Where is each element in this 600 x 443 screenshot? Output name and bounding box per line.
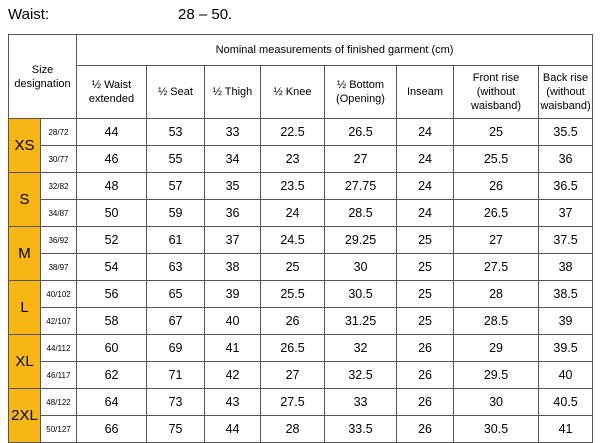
measurement-cell: 44	[205, 416, 261, 443]
measurement-cell: 23.5	[261, 173, 325, 200]
table-row	[9, 416, 593, 443]
measurement-cell: 33	[205, 119, 261, 146]
measurement-cell: 64	[77, 389, 147, 416]
measurement-cell: 24	[261, 200, 325, 227]
measurement-cell: 26	[397, 416, 454, 443]
measurement-cell: 26	[397, 335, 454, 362]
measurement-cell: 37	[205, 227, 261, 254]
size-label: L	[9, 281, 41, 335]
measurement-cell: 25	[397, 227, 454, 254]
table-row	[9, 389, 593, 416]
table-row	[9, 362, 593, 389]
measurement-cell: 26.5	[454, 200, 539, 227]
measurement-cell: 30	[325, 254, 397, 281]
size-designation-header: Size designation	[9, 35, 77, 119]
measurement-cell: 52	[77, 227, 147, 254]
size-code: 48/122	[41, 389, 77, 416]
measurement-cell: 29	[454, 335, 539, 362]
measurement-cell: 24	[397, 173, 454, 200]
measurement-cell: 73	[147, 389, 205, 416]
measurement-cell: 30.5	[454, 416, 539, 443]
size-label: XL	[9, 335, 41, 389]
measurement-cell: 26.5	[325, 119, 397, 146]
measurement-cell: 36	[539, 146, 593, 173]
measurement-cell: 29.25	[325, 227, 397, 254]
column-header: ½ Knee	[261, 66, 325, 119]
size-code: 30/77	[41, 146, 77, 173]
measurement-cell: 38.5	[539, 281, 593, 308]
measurement-cell: 38	[205, 254, 261, 281]
measurement-cell: 32	[325, 335, 397, 362]
measurement-cell: 41	[539, 416, 593, 443]
size-code: 46/117	[41, 362, 77, 389]
size-label: 2XL	[9, 389, 41, 443]
size-code: 36/92	[41, 227, 77, 254]
measurement-cell: 39	[539, 308, 593, 335]
size-chart-body	[9, 119, 593, 443]
measurement-cell: 57	[147, 173, 205, 200]
measurement-cell: 67	[147, 308, 205, 335]
measurement-cell: 28.5	[454, 308, 539, 335]
size-code: 50/127	[41, 416, 77, 443]
measurement-cell: 26	[397, 389, 454, 416]
measurement-cell: 27	[325, 146, 397, 173]
measurement-cell: 26.5	[261, 335, 325, 362]
measurement-cell: 30.5	[325, 281, 397, 308]
measurement-cell: 22.5	[261, 119, 325, 146]
measurement-cell: 27	[454, 227, 539, 254]
size-code: 42/107	[41, 308, 77, 335]
measurement-cell: 56	[77, 281, 147, 308]
measurement-cell: 25	[397, 254, 454, 281]
nominal-measurements-header: Nominal measurements of finished garment (cm)	[77, 35, 593, 66]
column-header: ½ Seat	[147, 66, 205, 119]
measurement-cell: 24.5	[261, 227, 325, 254]
measurement-cell: 61	[147, 227, 205, 254]
table-row	[9, 254, 593, 281]
measurement-cell: 27.75	[325, 173, 397, 200]
table-row	[9, 281, 593, 308]
measurement-cell: 43	[205, 389, 261, 416]
size-chart-table	[8, 34, 593, 443]
measurement-cell: 27	[261, 362, 325, 389]
column-header: ½ Thigh	[205, 66, 261, 119]
measurement-cell: 27.5	[454, 254, 539, 281]
column-header-row	[9, 66, 593, 119]
size-label: M	[9, 227, 41, 281]
table-row	[9, 146, 593, 173]
measurement-cell: 41	[205, 335, 261, 362]
measurement-cell: 39.5	[539, 335, 593, 362]
measurement-cell: 42	[205, 362, 261, 389]
size-code: 38/97	[41, 254, 77, 281]
measurement-cell: 27.5	[261, 389, 325, 416]
measurement-cell: 38	[539, 254, 593, 281]
measurement-cell: 35.5	[539, 119, 593, 146]
measurement-cell: 26	[261, 308, 325, 335]
waist-label: Waist:	[8, 6, 50, 23]
measurement-cell: 53	[147, 119, 205, 146]
measurement-cell: 28	[261, 416, 325, 443]
measurement-cell: 24	[397, 119, 454, 146]
measurement-cell: 40.5	[539, 389, 593, 416]
measurement-cell: 63	[147, 254, 205, 281]
measurement-cell: 71	[147, 362, 205, 389]
size-code: 44/112	[41, 335, 77, 362]
waist-range-value: 28 – 50.	[178, 6, 233, 23]
measurement-cell: 37	[539, 200, 593, 227]
size-label: S	[9, 173, 41, 227]
size-code: 28/72	[41, 119, 77, 146]
table-row	[9, 119, 593, 146]
measurement-cell: 34	[205, 146, 261, 173]
measurement-cell: 36.5	[539, 173, 593, 200]
measurement-cell: 62	[77, 362, 147, 389]
table-row	[9, 227, 593, 254]
measurement-cell: 35	[205, 173, 261, 200]
size-label: XS	[9, 119, 41, 173]
size-code: 34/87	[41, 200, 77, 227]
measurement-cell: 69	[147, 335, 205, 362]
measurement-cell: 25	[454, 119, 539, 146]
measurement-cell: 24	[397, 146, 454, 173]
size-code: 32/82	[41, 173, 77, 200]
table-row	[9, 335, 593, 362]
measurement-cell: 36	[205, 200, 261, 227]
measurement-cell: 25.5	[261, 281, 325, 308]
measurement-cell: 25.5	[454, 146, 539, 173]
measurement-cell: 28	[454, 281, 539, 308]
measurement-cell: 58	[77, 308, 147, 335]
measurement-cell: 30	[454, 389, 539, 416]
measurement-cell: 25	[397, 308, 454, 335]
measurement-cell: 32.5	[325, 362, 397, 389]
measurement-cell: 26	[397, 362, 454, 389]
measurement-cell: 54	[77, 254, 147, 281]
measurement-cell: 33.5	[325, 416, 397, 443]
table-row	[9, 200, 593, 227]
measurement-cell: 24	[397, 200, 454, 227]
table-row	[9, 308, 593, 335]
measurement-cell: 75	[147, 416, 205, 443]
column-header: Front rise (without waisband)	[454, 66, 539, 119]
measurement-cell: 46	[77, 146, 147, 173]
measurement-cell: 40	[539, 362, 593, 389]
measurement-cell: 37.5	[539, 227, 593, 254]
measurement-cell: 55	[147, 146, 205, 173]
measurement-cell: 40	[205, 308, 261, 335]
measurement-cell: 66	[77, 416, 147, 443]
measurement-cell: 65	[147, 281, 205, 308]
size-code: 40/102	[41, 281, 77, 308]
measurement-cell: 33	[325, 389, 397, 416]
measurement-cell: 25	[261, 254, 325, 281]
measurement-cell: 59	[147, 200, 205, 227]
measurement-cell: 23	[261, 146, 325, 173]
measurement-cell: 39	[205, 281, 261, 308]
column-header: ½ Bottom (Opening)	[325, 66, 397, 119]
measurement-cell: 29.5	[454, 362, 539, 389]
column-header: Back rise (without waisband)	[539, 66, 593, 119]
table-row	[9, 173, 593, 200]
measurement-cell: 44	[77, 119, 147, 146]
column-header: ½ Waist extended	[77, 66, 147, 119]
measurement-cell: 31.25	[325, 308, 397, 335]
measurement-cell: 50	[77, 200, 147, 227]
measurement-cell: 60	[77, 335, 147, 362]
measurement-cell: 25	[397, 281, 454, 308]
measurement-cell: 48	[77, 173, 147, 200]
column-header: Inseam	[397, 66, 454, 119]
measurement-cell: 28.5	[325, 200, 397, 227]
measurement-cell: 26	[454, 173, 539, 200]
